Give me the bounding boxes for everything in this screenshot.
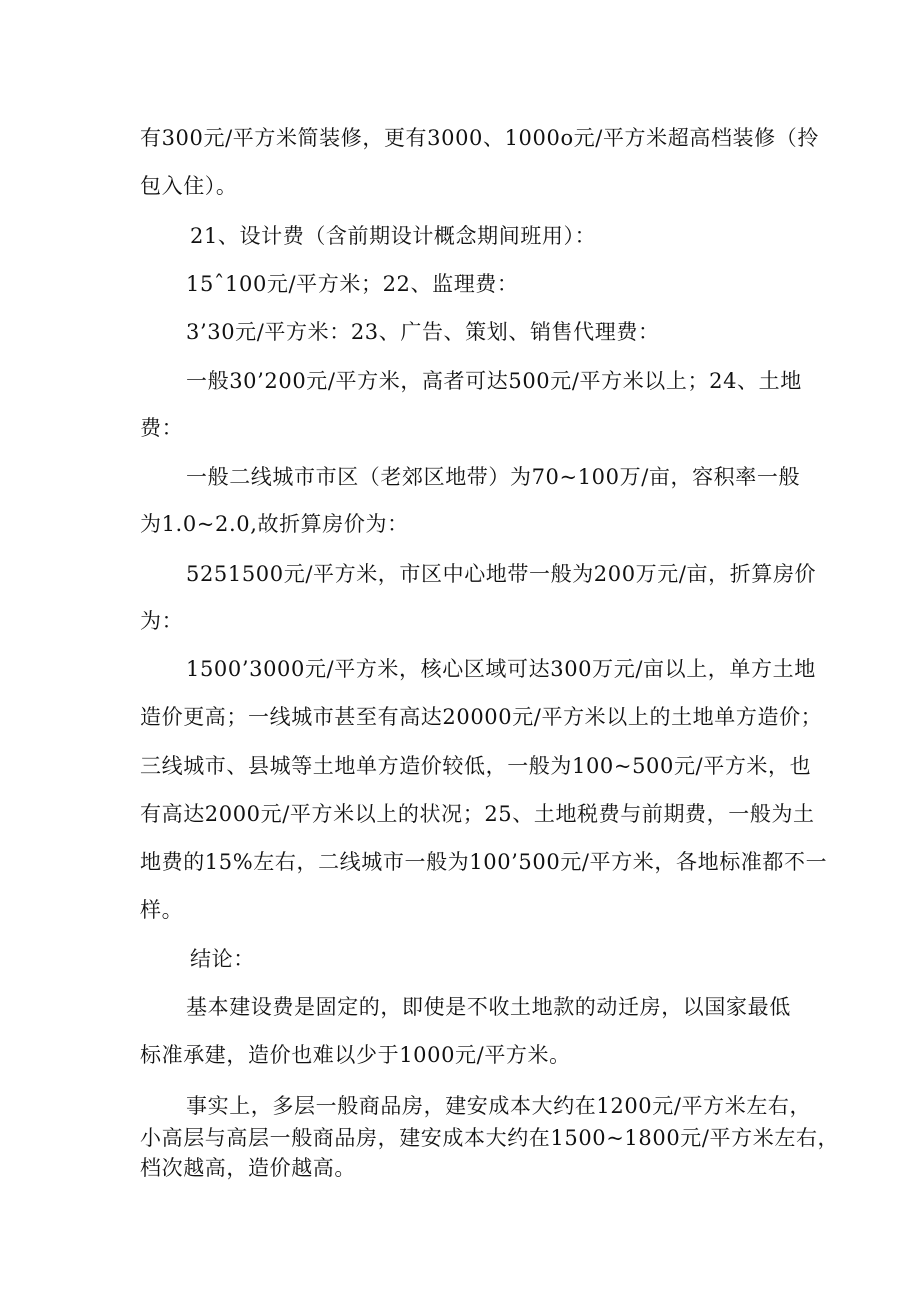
text-line-16: 地费的15%左右，二线城市一般为100’500元/平方米，各地标准都不一 [140,850,828,874]
text-line-19: 基本建设费是固定的，即使是不收土地款的动迁房，以国家最低 [186,995,791,1019]
text-line-20: 标准承建，造价也难以少于1000元/平方米。 [140,1043,571,1067]
text-line-3: 21、设计费（含前期设计概念期间班用）： [190,224,597,248]
text-line-13: 造价更高；一线城市甚至有高达20000元/平方米以上的土地单方造价； [140,705,823,729]
text-line-11: 为： [140,609,184,633]
text-line-9: 为1.0~2.0,故折算房价为： [140,512,409,536]
text-line-21: 事实上，多层一般商品房，建安成本大约在1200元/平方米左右， [186,1094,812,1118]
text-line-18: 结论： [190,947,255,971]
text-line-22: 小高层与高层一般商品房，建安成本大约在1500~1800元/平方米左右， [140,1126,840,1150]
text-line-8: 一般二线城市市区（老郊区地带）为70~100万/亩，容积率一般 [186,465,801,489]
text-line-5: 3’30元/平方米：23、广告、策划、销售代理费： [186,320,660,344]
text-line-10: 5251500元/平方米，市区中心地带一般为200万元/亩，折算房价 [186,562,817,586]
text-line-17: 样。 [140,898,184,922]
text-line-1: 有300元/平方米简装修，更有3000、1000o元/平方米超高档装修（拎 [140,126,819,150]
text-line-23: 档次越高，造价越高。 [140,1156,356,1180]
text-line-2: 包入住）。 [140,174,238,198]
text-line-12: 1500’3000元/平方米，核心区域可达300万元/亩以上，单方土地 [186,657,816,681]
text-line-7: 费： [140,416,184,440]
text-line-14: 三线城市、县城等土地单方造价较低，一般为100~500元/平方米，也 [140,754,812,778]
text-line-4: 15ˆ100元/平方米；22、监理费： [186,272,519,296]
text-line-15: 有高达2000元/平方米以上的状况；25、土地税费与前期费，一般为土 [140,802,815,826]
text-line-6: 一般30’200元/平方米，高者可达500元/平方米以上；24、土地 [186,369,802,393]
